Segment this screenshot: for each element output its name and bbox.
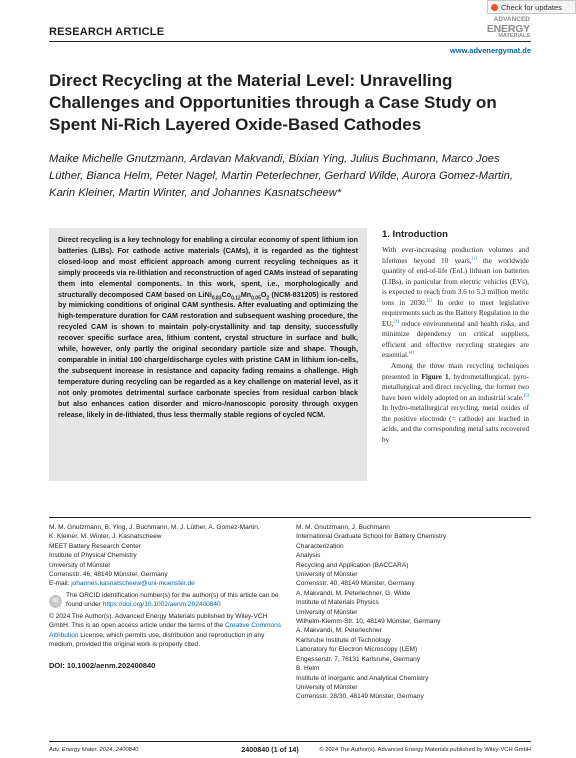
introduction-text: With ever-increasing production volumes and lifetimes beyond 10 years,[1] the worldwide quantity of end-of-life (EoL) lithium ion batteries (LIBs), in particular from electric vehicles (EVs), is expected to reach from 3.6 to 5.3 million metric tons in 2030.[2] In order to meet legislative requirements such as the Battery Regulation in the EU,[3] reduce environmental and health risks, and minimize dependency on critical suppliers, efficient and effective recycling strategies are essential.[4] Among the three main recycling techniques presented in Figure 1, hydrometallurgical, pyro-metallurgical and direct recycling, the former two have been widely adopted on an industrial scale.[5] In hydro-metallurgical recycling, metal oxides of the positive electrode (= cathode) are leached in acids, and the corresponding metal salts recovered by	[382, 246, 530, 444]
check-for-updates-button[interactable]	[487, 0, 576, 14]
citation-link[interactable]: [1]	[471, 255, 477, 261]
abstract-box	[49, 228, 367, 481]
orcid-note: The ORCID identification number(s) for the author(s) of this article can be found under https://doi.org/10.1002/aenm.202400840	[66, 592, 279, 609]
section-rule	[49, 517, 531, 518]
citation-link[interactable]: [5]	[523, 392, 529, 398]
footer-citation: Adv. Energy Mater. 2024, 2400840	[49, 747, 139, 753]
footer-copyright: © 2024 The Author(s). Advanced Energy Materials published by Wiley-VCH GmbH	[319, 747, 531, 753]
orcid-doi-link[interactable]: https://doi.org/10.1002/aenm.202400840	[102, 601, 221, 609]
affiliations-right: M. M. Gnutzmann, J. Buchmann International Graduate School for Battery Chemistry Characterization Analysis Recycling and Application (BACCARA) University of Münster Corrensstr. 40, 48149 Münster, Germany A. Makvandi, M. Peterlechner, G. Wilde Institute of Materials Physics University of Münster Wilhelm-Klemm-Str. 10, 48149 Münster, Germany A. Makvandi, M. Peterlechner Karlsruhe Institute of Technology Laboratory for Electron Microscopy (LEM) Engesserstr. 7, 76131 Karlsruhe, Germany B. Helm Institute of Inorganic and Analytical Chemistry University of Münster Corrensstr. 28/30, 48149 Münster, Germany	[296, 524, 447, 701]
header-rule	[49, 41, 531, 42]
copyright-note: © 2024 The Author(s). Advanced Energy Materials published by Wiley-VCH GmbH. This is an open access article under the terms of the Creative Commons Attribution License, which permits use, distribution and reproduction in any medium, provided the original work is properly cited.	[49, 613, 282, 648]
update-icon	[491, 4, 498, 11]
corresponding-email-link[interactable]: johannes.kasnatscheew@uni-muenster.de	[71, 580, 195, 588]
footer-page-number: 2400840 (1 of 14)	[241, 745, 299, 754]
citation-link[interactable]: [2]	[426, 297, 432, 303]
affiliations-left: M. M. Gnutzmann, B. Ying, J. Buchmann, M. J. Lüther, A. Gomez-Martin, K. Kleiner, M. Winter, J. Kasnatscheew MEET Battery Research Center Institute of Physical Chemistry University of Münster Corrensstr. 46, 48149 Münster, Germany E-mail: johannes.kasnatscheew@uni-muenster.de	[49, 524, 260, 588]
section-heading-introduction: 1. Introduction	[382, 229, 448, 240]
abstract-text: Direct recycling is a key technology for enabling a circular economy of spent lithium ion batteries (LIBs). For cathode active materials (CAMs), it is regarded as the tightest closed-loop and most efficient approach among current recycling techniques as it simply proceeds via re-lithiation and reconstruction of aged CAMs instead of separating them into elemental components. In this work, spent, i.e., morphologically and structurally decomposed CAM based on $LiNi_{0.83}Co_{0.12}Mn_{0.05}O_2$ (NCM-831205) is restored by mimicking conditions of original CAM synthesis. After evaluating and optimizing the high-temperature duration for CAM restoration and subsequent washing procedure, the recycled CAM is shown to maintain poly-crystallinity and tap density, successfully recover specific surface area, lithium content, crystal structure in surface and bulk, while, however, only partly the original secondary particle size and shape. Though, comparable in initial 100 charge/discharge cycles with pristine CAM in lithium ion-cells, the subsequent increase in resistance and capacity fading remains a challenge. High temperature during recycling can be regarded as a key challenge on material level, as it not only promotes detrimental surface carbonate species from residual carbon black but also enhances cation disorder and micro-/nanoscopic porosity through oxygen release, likely in de-lithiated, thus less thermally stable regions of cycled NCM.	[58, 236, 359, 419]
journal-logo: ADVANCED ENERGY MATERIALS	[486, 16, 530, 39]
journal-website-link[interactable]: www.advenergymat.de	[450, 46, 531, 55]
footer-rule	[49, 741, 531, 742]
orcid-icon: iD	[49, 595, 62, 608]
citation-link[interactable]: [3]	[393, 318, 399, 324]
check-for-updates-label: Check for updates	[501, 3, 562, 12]
article-doi: DOI: 10.1002/aenm.202400840	[49, 661, 156, 670]
article-type: RESEARCH ARTICLE	[49, 26, 165, 38]
article-title: Direct Recycling at the Material Level: Unravelling Challenges and Opportunities through a Case Study on Spent Ni-Rich Layered Oxide-Based Cathodes	[49, 71, 497, 134]
figure-reference[interactable]: Figure 1	[421, 372, 449, 381]
citation-link[interactable]: [4]	[408, 350, 415, 356]
creative-commons-link[interactable]: Creative Commons Attribution	[49, 622, 282, 639]
author-list: Maike Michelle Gnutzmann, Ardavan Makvandi, Bixian Ying, Julius Buchmann, Marco Joes Lüther, Bianca Helm, Peter Nagel, Martin Peterlechner, Gerhard Wilde, Aurora Gomez-Martin, Karin Kleiner, Martin Winter, and Johannes Kasnatscheew*	[49, 153, 513, 200]
